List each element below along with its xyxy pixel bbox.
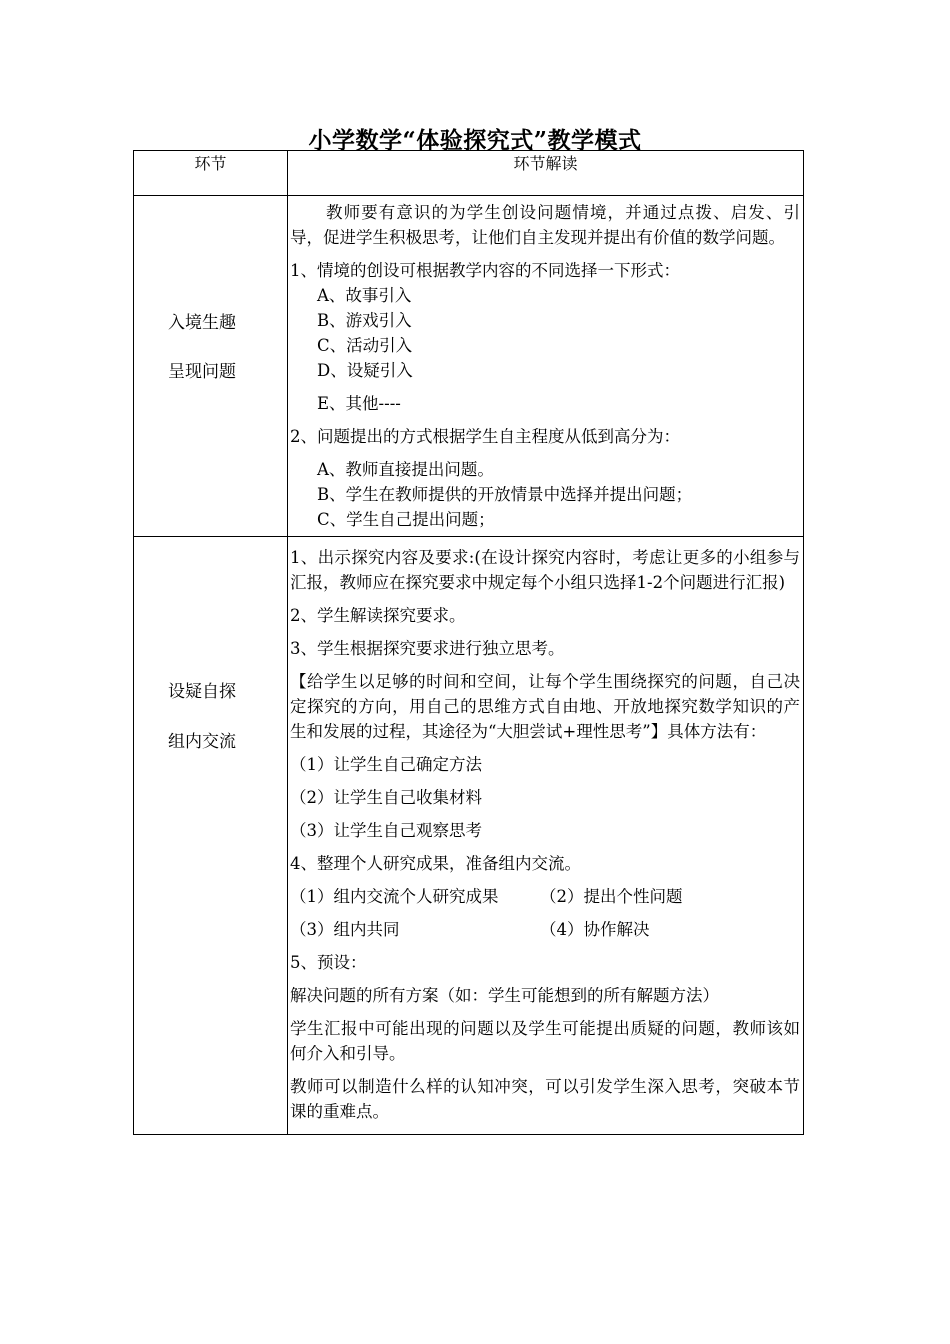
stage1-option: D、设疑引入	[317, 361, 413, 380]
stage2-preset: 教师可以制造什么样的认知冲突，可以引发学生深入思考，突破本节课的重难点。	[290, 1077, 800, 1121]
table-row-stage1	[134, 196, 804, 537]
stage2-item1: 1、出示探究内容及要求:(在设计探究内容时，考虑让更多的小组参与汇报，教师应在探究要求中规定每个小组只选择1-2个问题进行汇报)	[290, 548, 800, 592]
stage1-method: B、学生在教师提供的开放情景中选择并提出问题；	[317, 485, 693, 504]
stage1-item1: 1、情境的创设可根据教学内容的不同选择一下形式：	[290, 261, 680, 280]
stage1-method: A、教师直接提出问题。	[317, 460, 494, 479]
stage1-option: C、活动引入	[317, 336, 413, 355]
stage1-label-line2: 呈现问题	[168, 362, 236, 382]
stage2-item4-row1	[290, 884, 800, 909]
header-stage: 环节	[134, 151, 288, 196]
page-title: 小学数学“体验探究式”教学模式	[308, 127, 642, 154]
stage1-option-other: E、其他----	[317, 394, 401, 413]
table-row-stage2	[134, 537, 804, 1135]
stage2-item4-step: （1）组内交流个人研究成果	[290, 887, 499, 906]
stage2-label-cell	[134, 537, 288, 1135]
stage2-method: （2）让学生自己收集材料	[290, 788, 482, 807]
header-interpretation: 环节解读	[288, 151, 804, 196]
stage1-option: A、故事引入	[317, 286, 412, 305]
stage2-label-line1: 设疑自探	[168, 682, 236, 702]
stage1-method: C、学生自己提出问题；	[317, 510, 495, 529]
stage2-item2: 2、学生解读探究要求。	[290, 606, 466, 625]
stage2-item4-step: （2）提出个性问题	[540, 887, 683, 906]
stage2-item4-row2	[290, 917, 800, 942]
stage2-item4-step: （4）协作解决	[540, 920, 650, 939]
stage2-content-cell	[288, 537, 804, 1135]
stage2-preset: 解决问题的所有方案（如：学生可能想到的所有解题方法）	[290, 986, 719, 1005]
stage1-item2: 2、问题提出的方式根据学生自主程度从低到高分为：	[290, 427, 680, 446]
stage2-item5: 5、预设：	[290, 953, 367, 972]
stage2-item4: 4、整理个人研究成果，准备组内交流。	[290, 854, 581, 873]
stage1-label-line1: 入境生趣	[168, 313, 236, 333]
stage2-item3: 3、学生根据探究要求进行独立思考。	[290, 639, 565, 658]
stage2-method: （3）让学生自己观察思考	[290, 821, 482, 840]
stage2-preset: 学生汇报中可能出现的问题以及学生可能提出质疑的问题，教师该如何介入和引导。	[290, 1019, 800, 1063]
teaching-model-table	[133, 150, 804, 1135]
stage2-method: （1）让学生自己确定方法	[290, 755, 482, 774]
stage1-option: B、游戏引入	[317, 311, 412, 330]
stage2-item4-step: （3）组内共同	[290, 920, 400, 939]
stage2-bracket-note: 【给学生以足够的时间和空间，让每个学生围绕探究的问题，自己决定探究的方向，用自己的思维方式自由地、开放地探究数学知识的产生和发展的过程，其途径为“大胆尝试+理性思考”】具体方法有：	[290, 672, 800, 741]
table-header-row	[134, 151, 804, 196]
stage1-intro: 教师要有意识的为学生创设问题情境，并通过点拨、启发、引导，促进学生积极思考，让他们自主发现并提出有价值的数学问题。	[290, 203, 800, 247]
stage1-content-cell	[288, 196, 804, 537]
stage2-label-line2: 组内交流	[168, 732, 236, 752]
stage1-label-cell	[134, 196, 288, 537]
